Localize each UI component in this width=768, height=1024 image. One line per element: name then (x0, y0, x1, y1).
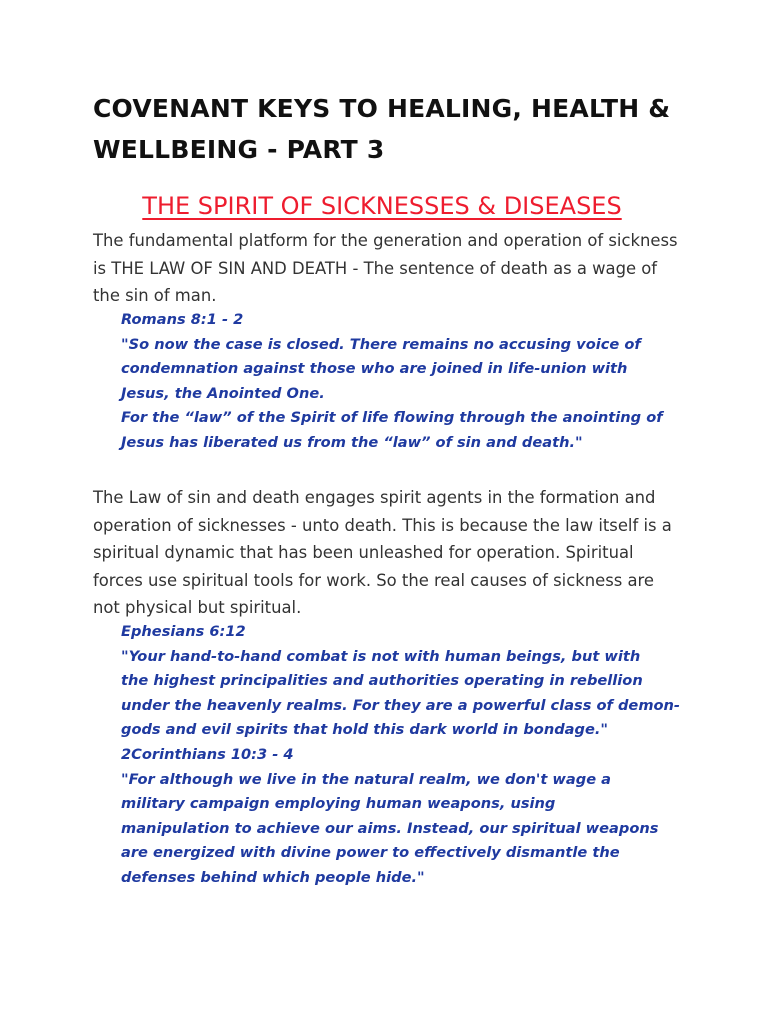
document-title: COVENANT KEYS TO HEALING, HEALTH & WELLBEING - PART 3 (93, 94, 671, 164)
scripture-reference: Romans 8:1 - 2 (121, 311, 244, 328)
scripture-line: under the heavenly realms. For they are a powerful class of demon- (121, 696, 680, 714)
scripture-line: Jesus, the Anointed One. (121, 384, 325, 402)
scripture-line: "For although we live in the natural realm, we don't wage a (121, 770, 612, 788)
scripture-reference: Ephesians 6:12 (121, 623, 246, 640)
scripture-line: manipulation to achieve our aims. Instead, our spiritual weapons (121, 819, 659, 837)
scripture-quote-ephesians-corinthians (121, 620, 681, 891)
scripture-line: are energized with divine power to effectively dismantle the (121, 844, 620, 862)
scripture-line: "So now the case is closed. There remains no accusing voice of (121, 335, 641, 353)
body-paragraph-2: The Law of sin and death engages spirit agents in the formation and operation of sicknesses - unto death. This is because the law itself is a spiritual dynamic that has been unleashed for operation. Spiritual forces use spiritual tools for work. So the real causes of sickness are not physical but spiritual. (93, 488, 672, 617)
section-heading: THE SPIRIT OF SICKNESSES & DISEASES (142, 192, 622, 220)
scripture-line: gods and evil spirits that hold this dark world in bondage." (121, 721, 609, 739)
body-paragraph-1: The fundamental platform for the generation and operation of sickness is THE LAW OF SIN AND DEATH - The sentence of death as a wage of the sin of man. (93, 231, 678, 305)
scripture-line: "Your hand-to-hand combat is not with human beings, but with (121, 647, 641, 665)
scripture-line: condemnation against those who are joined in life-union with (121, 360, 628, 378)
scripture-quote-romans (121, 308, 681, 456)
scripture-line: Jesus has liberated us from the “law” of sin and death." (121, 433, 583, 451)
scripture-line: military campaign employing human weapons, using (121, 795, 556, 813)
scripture-reference: 2Corinthians 10:3 - 4 (121, 745, 294, 763)
scripture-line: For the “law” of the Spirit of life flowing through the anointing of (121, 409, 663, 427)
scripture-line: defenses behind which people hide." (121, 868, 425, 886)
scripture-line: the highest principalities and authorities operating in rebellion (121, 672, 643, 690)
